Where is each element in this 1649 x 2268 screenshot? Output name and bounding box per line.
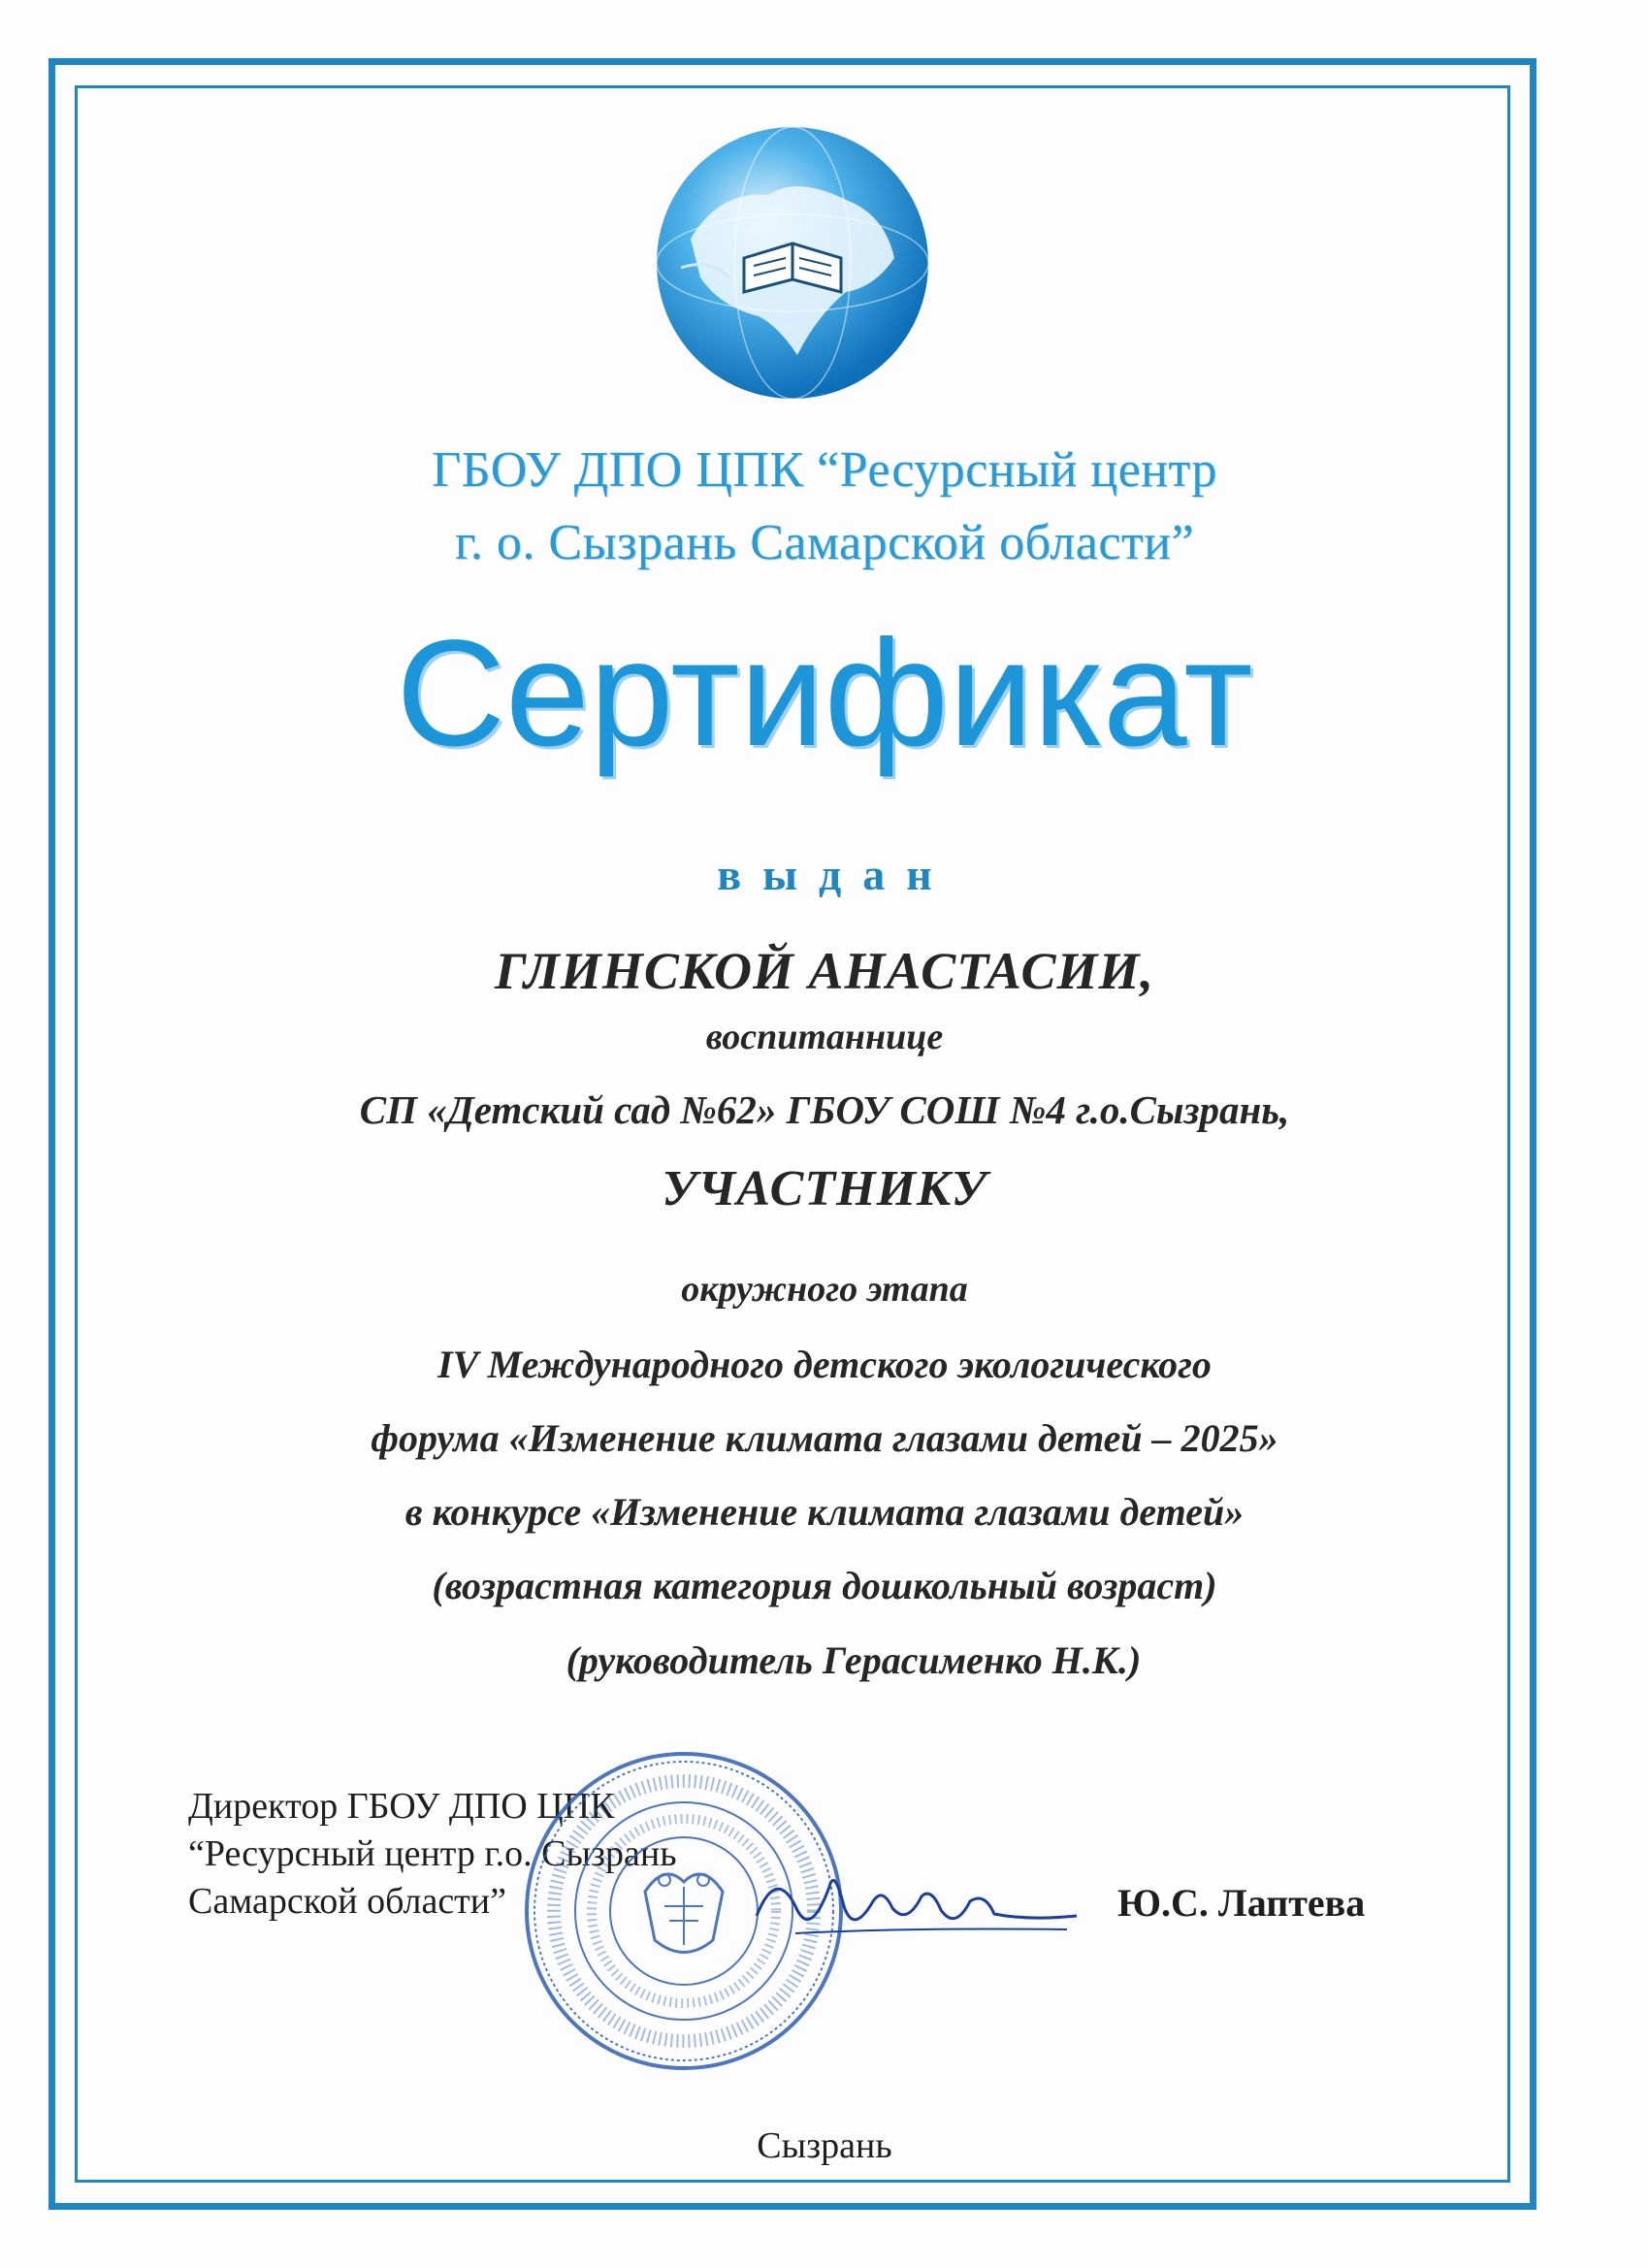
globe-book-logo-icon: [652, 122, 933, 404]
organization-line-1: ГБОУ ДПО ЦПК “Ресурсный центр: [432, 442, 1217, 498]
director-line-2: “Ресурсный центр г.о. Сызрань: [188, 1833, 677, 1874]
recipient-status: воспитаннице: [705, 1017, 944, 1057]
recipient-name: ГЛИНСКОЙ АНАСТАСИИ,: [494, 942, 1155, 1000]
event-line-2: IV Международного детского экологического: [437, 1343, 1212, 1386]
handwritten-signature-icon: [737, 1848, 1086, 1955]
event-line-1: окружного этапа: [681, 1269, 968, 1310]
city-name: Сызрань: [757, 2125, 892, 2166]
director-line-3: Самарской области”: [188, 1881, 506, 1922]
event-line-3: форума «Изменение климата глазами детей – 2025»: [371, 1416, 1278, 1460]
issued-label: выдан: [717, 850, 954, 899]
participant-role: УЧАСТНИКУ: [662, 1161, 987, 1216]
certificate-title: Сертификат: [396, 609, 1253, 778]
recipient-institution: СП «Детский сад №62» ГБОУ СОШ №4 г.о.Сызрань,: [359, 1087, 1290, 1132]
event-line-5: (возрастная категория дошкольный возраст): [432, 1564, 1217, 1607]
event-line-4: в конкурсе «Изменение климата глазами детей»: [404, 1490, 1245, 1534]
organization-line-2: г. о. Сызрань Самарской области”: [454, 515, 1195, 570]
signer-name: Ю.С. Лаптева: [1117, 1881, 1366, 1925]
director-line-1: Директор ГБОУ ДПО ЦПК: [188, 1786, 615, 1827]
event-line-6: (руководитель Герасименко Н.К.): [566, 1638, 1142, 1682]
